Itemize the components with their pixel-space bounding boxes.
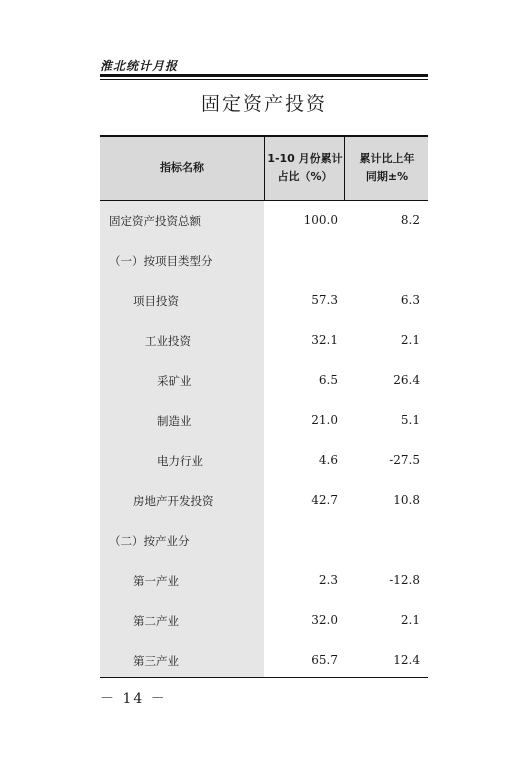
header-rule-thin [100,79,428,80]
row-growth: -27.5 [389,452,420,467]
column-header-name-text: 指标名称 [160,161,204,174]
row-label: 制造业 [157,413,192,428]
column-header-share-line1: 1-10 月份累计 [267,152,343,165]
running-head: 淮北统计月报 [100,59,179,73]
row-growth: 10.8 [393,492,420,507]
row-share: 100.0 [303,212,338,227]
row-share: 6.5 [318,372,338,387]
page-number: － 14 － [100,691,167,707]
table-row [100,573,428,593]
row-share: 2.3 [318,572,338,587]
table-row [100,533,428,553]
table-row [100,373,428,393]
column-header-name [100,137,264,200]
column-header-growth-text [360,150,415,186]
row-growth: 12.4 [393,652,420,667]
column-header-growth [344,137,429,200]
page-title: 固定资产投资 [200,93,327,115]
row-share: 57.3 [311,292,338,307]
row-label: 第三产业 [133,653,179,668]
table-row [100,613,428,633]
row-label: （一）按项目类型分 [109,253,213,268]
row-label: 第二产业 [133,613,179,628]
row-label: 项目投资 [133,293,179,308]
row-share: 32.0 [311,612,338,627]
row-growth: 2.1 [400,612,420,627]
table-row [100,253,428,273]
table-row [100,213,428,233]
table-row [100,493,428,513]
row-share: 42.7 [311,492,338,507]
column-header-share-line2: 占比（%） [277,170,333,183]
row-label: （二）按产业分 [109,533,190,548]
row-label: 第一产业 [133,573,179,588]
row-growth: -12.8 [389,572,420,587]
row-share: 65.7 [311,652,338,667]
column-header-growth-line1: 累计比上年 [359,152,415,165]
statistics-table [100,135,428,678]
table-row [100,653,428,673]
row-label: 采矿业 [157,373,192,388]
table-row [100,453,428,473]
table-row [100,293,428,313]
row-label: 固定资产投资总额 [109,213,201,228]
row-growth: 6.3 [400,292,420,307]
table-body [100,201,428,677]
row-share: 21.0 [311,412,338,427]
column-header-share [264,137,345,200]
row-label: 电力行业 [157,453,203,468]
header-rule-thick [100,74,428,77]
row-growth: 26.4 [393,372,420,387]
row-share: 4.6 [318,452,338,467]
column-header-growth-line2: 同期±% [365,170,409,183]
table-header [100,137,428,201]
table-bottom-rule [100,677,428,679]
row-growth: 8.2 [400,212,420,227]
row-growth: 5.1 [400,412,420,427]
row-label: 工业投资 [145,333,191,348]
row-share: 32.1 [311,332,338,347]
table-row [100,333,428,353]
column-header-share-text [267,150,342,186]
table-row [100,413,428,433]
row-label: 房地产开发投资 [133,493,214,508]
row-growth: 2.1 [400,332,420,347]
